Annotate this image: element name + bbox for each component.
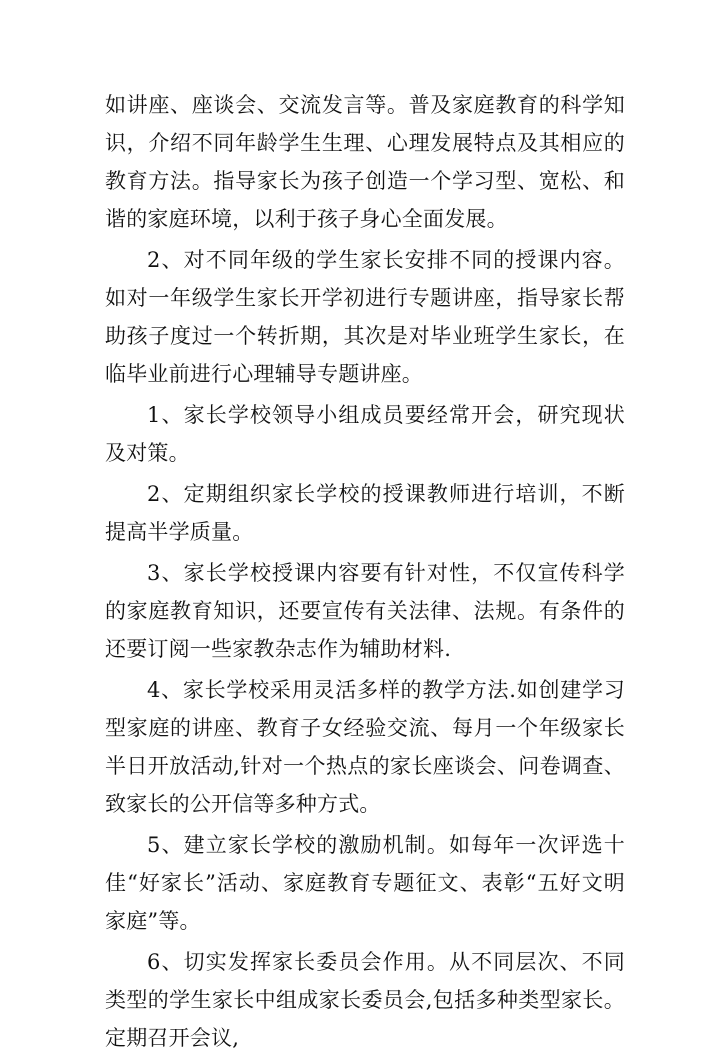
document-body: [105, 86, 625, 1060]
paragraph-item-4-methods: 4、家长学校采用灵活多样的教学方法.如创建学习型家庭的讲座、教育子女经验交流、每月一个年级家长半日开放活动,针对一个热点的家长座谈会、问卷调查、致家长的公开信等多种方式。: [105, 678, 625, 816]
paragraph-item-1-leadership: 1、家长学校领导小组成员要经常开会，研究现状及对策。: [105, 403, 625, 465]
paragraph-item-2-grade-content: 2、对不同年级的学生家长安排不同的授课内容。如对一年级学生家长开学初进行专题讲座，指导家长帮助孩子度过一个转折期，其次是对毕业班学生家长，在临毕业前进行心理辅导专题讲座。: [105, 248, 625, 386]
paragraph-item-5-incentives: 5、建立家长学校的激励机制。如每年一次评选十佳“好家长”活动、家庭教育专题征文、表彰“五好文明家庭”等。: [105, 833, 625, 933]
paragraph-item-2-training: 2、定期组织家长学校的授课教师进行培训，不断提高半学质量。: [105, 482, 625, 544]
paragraph-item-6-committee: 6、切实发挥家长委员会作用。从不同层次、不同类型的学生家长中组成家长委员会,包括多种类型家长。定期召开会议,: [105, 950, 625, 1050]
paragraph-continuation: 如讲座、座谈会、交流发言等。普及家庭教育的科学知识，介绍不同年龄学生生理、心理发展特点及其相应的教育方法。指导家长为孩子创造一个学习型、宽松、和谐的家庭环境，以利于孩子身心全面发展。: [105, 93, 625, 231]
paragraph-item-3-content: 3、家长学校授课内容要有针对性，不仅宣传科学的家庭教育知识，还要宣传有关法律、法规。有条件的还要订阅一些家教杂志作为辅助材料.: [105, 561, 625, 661]
